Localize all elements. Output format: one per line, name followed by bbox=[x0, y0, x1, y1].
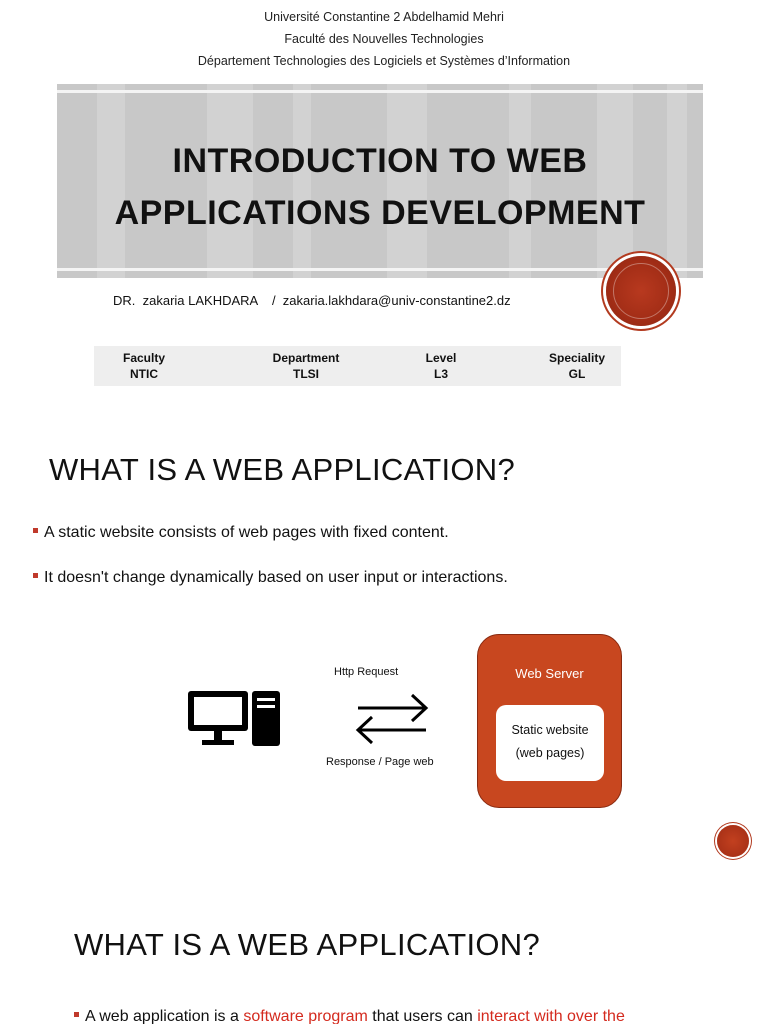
course-info-table bbox=[94, 346, 621, 386]
bullet-text: A static website consists of web pages with fixed content. bbox=[44, 524, 449, 541]
bullet-marker bbox=[33, 573, 38, 578]
table-value: GL bbox=[568, 367, 586, 381]
response-label: Response / Page web bbox=[326, 756, 434, 768]
static-website-box bbox=[496, 705, 604, 781]
slide-title-line2: APPLICATIONS DEVELOPMENT bbox=[114, 194, 646, 232]
table-col-department bbox=[264, 350, 348, 382]
table-header: Level bbox=[425, 351, 457, 365]
department-name: Département Technologies des Logiciels et Systèmes d’Information bbox=[197, 54, 571, 68]
table-col-faculty bbox=[114, 350, 174, 382]
faculty-name: Faculté des Nouvelles Technologies bbox=[284, 32, 484, 46]
table-value: TLSI bbox=[293, 367, 319, 381]
bullet-item bbox=[33, 569, 508, 587]
table-value: L3 bbox=[433, 367, 448, 381]
table-col-level bbox=[420, 350, 462, 382]
bullet-item bbox=[33, 524, 449, 542]
bullet-item bbox=[74, 1008, 625, 1024]
server-content-line1: Static website bbox=[511, 723, 589, 737]
exchange-arrows-icon bbox=[354, 690, 430, 746]
section-heading: WHAT IS A WEB APPLICATION? bbox=[74, 927, 541, 962]
table-header: Department bbox=[272, 351, 340, 365]
table-header: Speciality bbox=[548, 351, 606, 365]
desktop-computer-icon bbox=[186, 688, 282, 748]
bullet-text: It doesn't change dynamically based on user input or interactions. bbox=[44, 569, 508, 586]
decorative-circle-icon bbox=[717, 825, 749, 857]
bullet-text: A web application is a bbox=[85, 1008, 244, 1024]
server-title: Web Server bbox=[515, 666, 584, 681]
server-content-line2: (web pages) bbox=[515, 746, 585, 760]
university-name: Université Constantine 2 Abdelhamid Mehri bbox=[264, 10, 504, 24]
decorative-circle-icon bbox=[606, 256, 676, 326]
bullet-text: that users can bbox=[367, 1008, 478, 1024]
table-col-speciality bbox=[542, 350, 612, 382]
highlight-text: software program bbox=[243, 1008, 368, 1024]
bullet-marker bbox=[33, 528, 38, 533]
request-label: Http Request bbox=[334, 666, 399, 678]
table-value: NTIC bbox=[130, 367, 158, 381]
web-server-box bbox=[477, 634, 622, 808]
slide-title-line1: INTRODUCTION TO WEB bbox=[172, 142, 588, 180]
title-banner bbox=[57, 84, 703, 278]
bullet-marker bbox=[74, 1012, 79, 1017]
highlight-text: interact with over the bbox=[477, 1008, 625, 1024]
author-line: DR. zakaria LAKHDARA / zakaria.lakhdara@univ-constantine2.dz bbox=[113, 293, 511, 308]
table-header: Faculty bbox=[122, 351, 165, 365]
section-heading: WHAT IS A WEB APPLICATION? bbox=[49, 452, 516, 487]
